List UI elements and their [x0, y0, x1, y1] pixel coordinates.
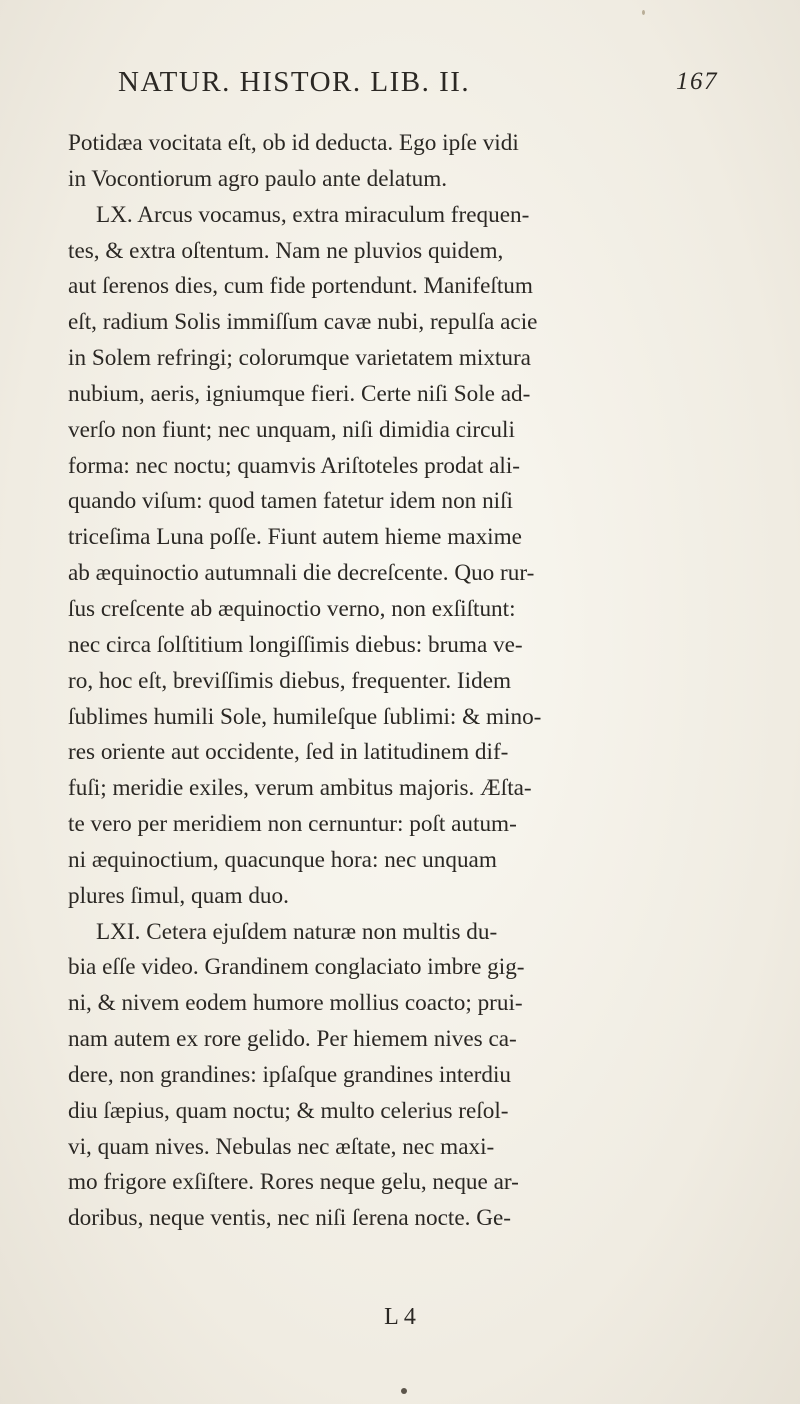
- ink-speck: [642, 10, 645, 15]
- text-line: dere, non grandines: ipſaſque grandines interdiu: [68, 1061, 512, 1088]
- text-line: diu ſæpius, quam noctu; & multo celerius reſol-: [68, 1097, 509, 1124]
- body-text: [68, 126, 768, 1237]
- text-line: Potidæa vocitata eſt, ob id deducta. Ego ipſe vidi: [68, 130, 519, 156]
- text-line: ro, hoc eſt, breviſſimis diebus, frequenter. Iidem: [68, 667, 512, 694]
- running-title: NATUR. HISTOR. LIB. II.: [118, 66, 471, 98]
- text-line: ſus creſcente ab æquinoctio verno, non exſiſtunt:: [68, 595, 516, 622]
- text-line: ni æquinoctium, quacunque hora: nec unquam: [68, 846, 497, 873]
- text-line: aut ſerenos dies, cum fide portendunt. Manifeſtum: [68, 273, 533, 300]
- running-head: [118, 66, 718, 110]
- text-line: vi, quam nives. Nebulas nec æſtate, nec maxi-: [68, 1133, 495, 1160]
- text-line: nam autem ex rore gelido. Per hiemem nives ca-: [68, 1026, 517, 1053]
- section-start-line: LXI. Cetera ejuſdem naturæ non multis du-: [96, 918, 498, 945]
- text-line: res oriente aut occidente, ſed in latitudinem dif-: [68, 739, 509, 766]
- text-line: in Vocontiorum agro paulo ante delatum.: [68, 165, 448, 192]
- text-line: ni, & nivem eodem humore mollius coacto; prui-: [68, 990, 523, 1017]
- signature-mark: L 4: [384, 1304, 416, 1330]
- text-line: te vero per meridiem non cernuntur: poſt autum-: [68, 811, 517, 838]
- ink-speck: [401, 1388, 407, 1394]
- text-line: nec circa ſolſtitium longiſſimis diebus: bruma ve-: [68, 631, 523, 658]
- text-line: in Solem refringi; colorumque varietatem mixtura: [68, 345, 531, 372]
- page-number: 167: [676, 68, 718, 95]
- text-line: nubium, aeris, igniumque fieri. Certe niſi Sole ad-: [68, 380, 531, 407]
- text-line: plures ſimul, quam duo.: [68, 882, 289, 909]
- text-line: quando viſum: quod tamen fatetur idem non niſi: [68, 488, 513, 515]
- text-line: forma: nec noctu; quamvis Ariſtoteles prodat ali-: [68, 452, 521, 479]
- text-line: triceſima Luna poſſe. Fiunt autem hieme maxime: [68, 524, 522, 551]
- text-line: fuſi; meridie exiles, verum ambitus majoris. Æſta-: [68, 775, 532, 802]
- text-line: ab æquinoctio autumnali die decreſcente. Quo rur-: [68, 560, 535, 587]
- section-start-line: LX. Arcus vocamus, extra miraculum frequen-: [96, 201, 530, 228]
- text-line: tes, & extra oſtentum. Nam ne pluvios quidem,: [68, 237, 504, 264]
- text-line: mo frigore exſiſtere. Rores neque gelu, neque ar-: [68, 1169, 519, 1196]
- text-line: eſt, radium Solis immiſſum cavæ nubi, repulſa acie: [68, 309, 538, 336]
- text-line: ſublimes humili Sole, humileſque ſublimi: & mino-: [68, 703, 542, 730]
- text-line: bia eſſe video. Grandinem conglaciato imbre gig-: [68, 954, 525, 981]
- text-line: verſo non fiunt; nec unquam, niſi dimidia circuli: [68, 416, 515, 443]
- text-line: doribus, neque ventis, nec niſi ſerena nocte. Ge-: [68, 1205, 511, 1232]
